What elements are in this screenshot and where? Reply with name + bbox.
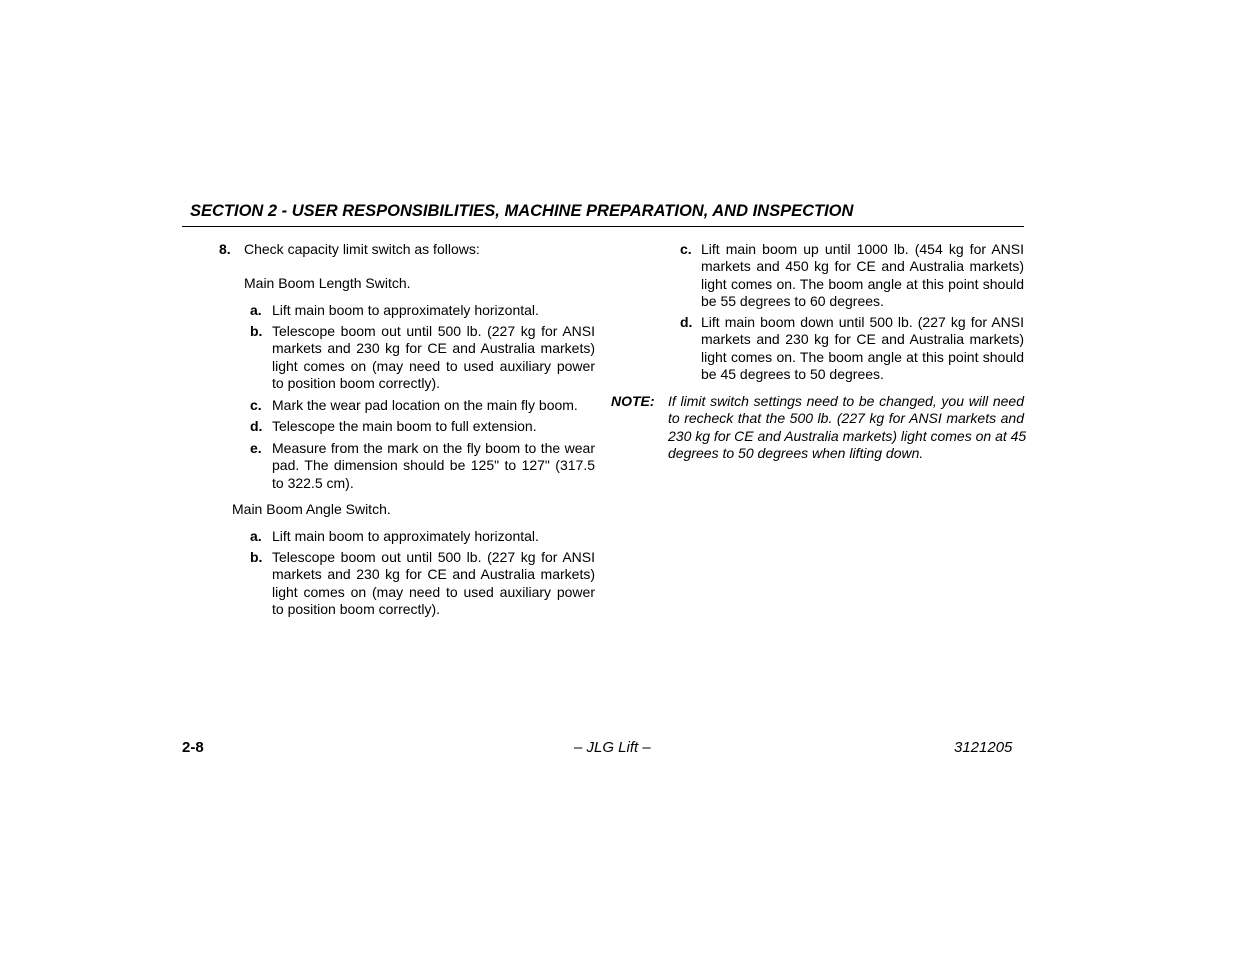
right-item-line: markets and 230 kg for CE and Australia markets) <box>701 331 1024 348</box>
length-item-letter: b. <box>250 323 263 339</box>
length-item-line: pad. The dimension should be 125" to 127" (317.5 <box>272 457 595 474</box>
length-item-letter: c. <box>250 397 262 413</box>
page-number: 2-8 <box>182 739 204 756</box>
step-text: Check capacity limit switch as follows: <box>244 241 480 257</box>
angle-item-line: to position boom correctly). <box>272 601 441 618</box>
length-item-letter: a. <box>250 302 262 318</box>
right-item-letter: d. <box>680 314 693 330</box>
length-item-line: markets and 230 kg for CE and Australia markets) <box>272 340 595 357</box>
angle-item-line: markets and 230 kg for CE and Australia markets) <box>272 566 595 583</box>
length-item-line: Telescope boom out until 500 lb. (227 kg for ANSI <box>272 323 595 339</box>
doc-number: 3121205 <box>954 739 1013 756</box>
length-item-line: Lift main boom to approximately horizontal. <box>272 302 539 318</box>
section-title: SECTION 2 - USER RESPONSIBILITIES, MACHINE PREPARATION, AND INSPECTION <box>190 202 854 220</box>
angle-item-line: light comes on (may need to used auxiliary power <box>272 583 595 600</box>
right-item-line: be 55 degrees to 60 degrees. <box>701 293 884 310</box>
length-item-line: Measure from the mark on the fly boom to the wear <box>272 440 595 456</box>
note-line: degrees to 50 degrees when lifting down. <box>668 445 924 462</box>
length-item-line: Telescope the main boom to full extension. <box>272 418 537 434</box>
footer-center: – JLG Lift – <box>574 739 651 756</box>
angle-switch-heading: Main Boom Angle Switch. <box>232 501 391 517</box>
length-item-line: light comes on (may need to used auxiliary power <box>272 357 595 374</box>
right-item-letter: c. <box>680 241 692 257</box>
note-line: 230 kg for CE and Australia markets) light comes on at 45 <box>668 427 1027 444</box>
right-item-line: be 45 degrees to 50 degrees. <box>701 366 884 383</box>
length-switch-heading: Main Boom Length Switch. <box>244 275 411 291</box>
length-item-letter: e. <box>250 440 262 456</box>
angle-item-letter: a. <box>250 528 262 544</box>
header-rule <box>182 226 1024 227</box>
right-item-line: light comes on. The boom angle at this point should <box>701 275 1024 292</box>
note-line: If limit switch settings need to be changed, you will need <box>668 393 1024 409</box>
right-item-line: Lift main boom up until 1000 lb. (454 kg for ANSI <box>701 241 1024 257</box>
length-item-line: Mark the wear pad location on the main fly boom. <box>272 397 578 413</box>
length-item-letter: d. <box>250 418 263 434</box>
note-line: to recheck that the 500 lb. (227 kg for ANSI markets and <box>668 410 1024 427</box>
length-item-line: to position boom correctly). <box>272 375 441 392</box>
angle-item-letter: b. <box>250 549 263 565</box>
angle-item-line: Lift main boom to approximately horizontal. <box>272 528 539 544</box>
step-number: 8. <box>219 241 231 257</box>
right-item-line: Lift main boom down until 500 lb. (227 kg for ANSI <box>701 314 1024 330</box>
right-item-line: light comes on. The boom angle at this point should <box>701 348 1024 365</box>
right-item-line: markets and 450 kg for CE and Australia markets) <box>701 258 1024 275</box>
angle-item-line: Telescope boom out until 500 lb. (227 kg for ANSI <box>272 549 595 565</box>
length-item-line: to 322.5 cm). <box>272 474 354 491</box>
note-label: NOTE: <box>611 393 655 409</box>
